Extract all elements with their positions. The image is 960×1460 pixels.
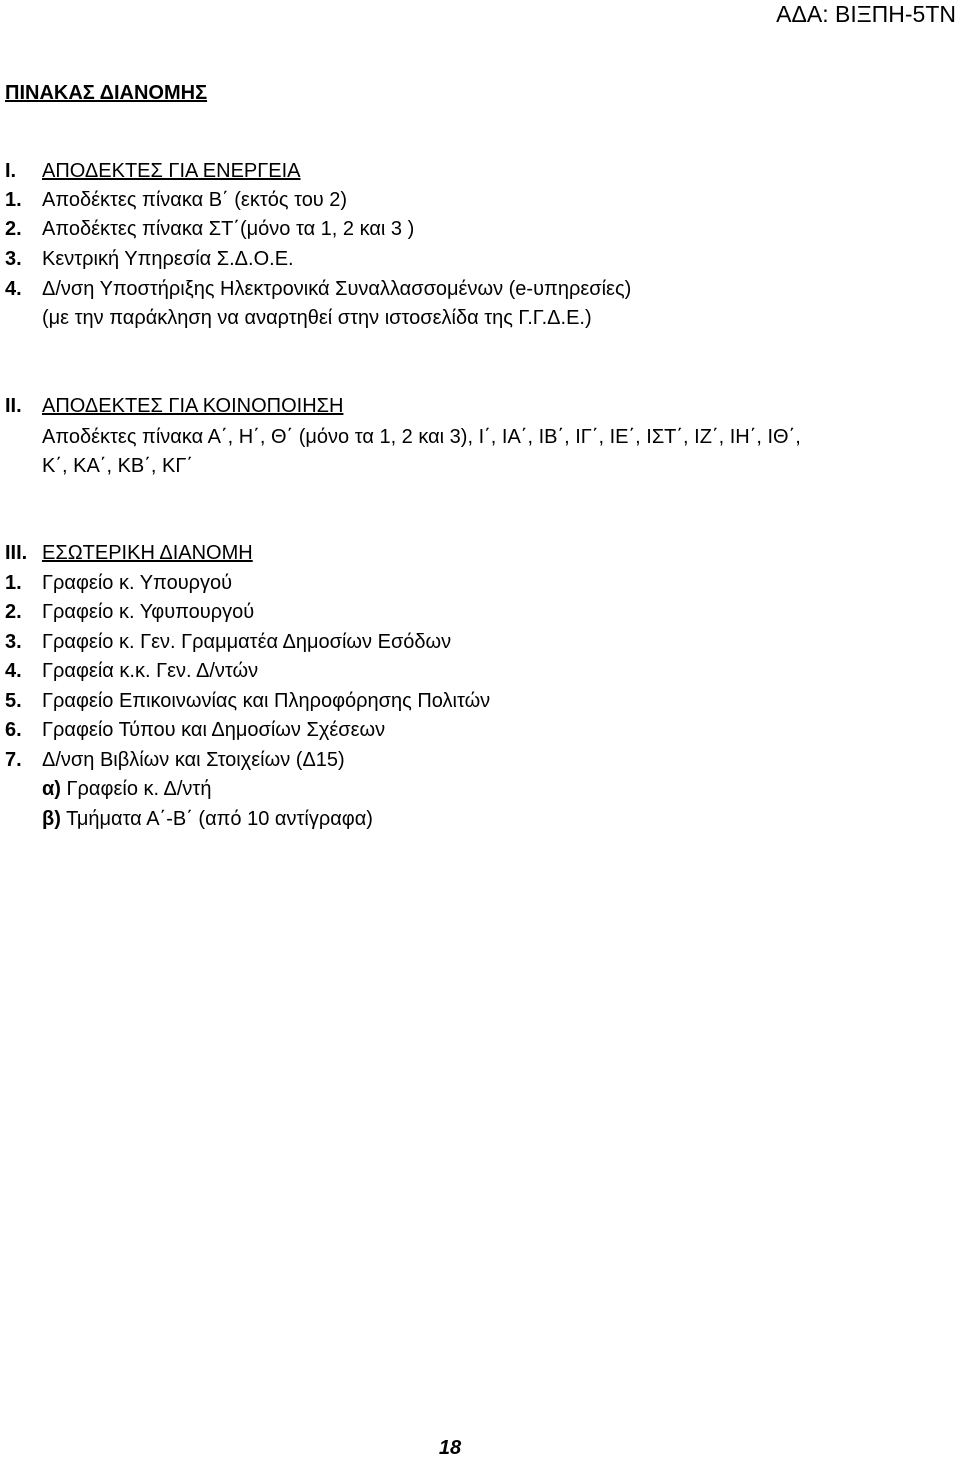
list-item xyxy=(5,570,232,596)
item-text: Αποδέκτες πίνακα Β΄ (εκτός του 2) xyxy=(42,189,348,211)
item-continuation: (με την παράκληση να αναρτηθεί στην ιστοσελίδα της Γ.Γ.Δ.Ε.) xyxy=(42,307,592,329)
section-2-heading xyxy=(5,393,343,419)
list-item xyxy=(5,246,294,272)
section-1-number: Ι. xyxy=(5,160,17,182)
item-text: Γραφείο κ. Υπουργού xyxy=(42,572,233,594)
list-item xyxy=(5,629,451,655)
item-text: Δ/νση Υποστήριξης Ηλεκτρονικά Συναλλασσομένων (e-υπηρεσίες) xyxy=(42,278,632,300)
item-number: 1. xyxy=(5,189,22,211)
item-number: 4. xyxy=(5,278,22,300)
section-1-heading xyxy=(5,158,301,184)
item-number: 3. xyxy=(5,248,22,270)
section-2-number: ΙΙ. xyxy=(5,395,22,417)
list-item xyxy=(5,717,385,743)
item-text: Γραφείο Τύπου και Δημοσίων Σχέσεων xyxy=(42,719,386,741)
page-number: 18 xyxy=(438,1437,462,1459)
section-2-text-line-1: Αποδέκτες πίνακα Α΄, Η΄, Θ΄ (μόνο τα 1, 2 και 3), Ι΄, ΙΑ΄, ΙΒ΄, ΙΓ΄, ΙΕ΄, ΙΣΤ΄, ΙΖ΄, ΙΗ΄, ΙΘ΄, xyxy=(42,426,801,448)
sub-item-label: α) xyxy=(42,778,61,800)
section-3-title: ΕΣΩΤΕΡΙΚΗ ΔΙΑΝΟΜΗ xyxy=(42,542,253,564)
item-text: Γραφείο κ. Γεν. Γραμματέα Δημοσίων Εσόδων xyxy=(42,631,452,653)
item-number: 6. xyxy=(5,719,22,741)
ada-code: ΑΔΑ: ΒΙΞΠΗ-5ΤΝ xyxy=(776,1,956,27)
item-number: 2. xyxy=(5,218,22,240)
sub-item-text: Τμήματα Α΄-Β΄ (από 10 αντίγραφα) xyxy=(66,808,373,830)
sub-item xyxy=(42,776,211,802)
item-text: Δ/νση Βιβλίων και Στοιχείων (Δ15) xyxy=(42,749,345,771)
sub-item-label: β) xyxy=(42,808,61,830)
item-text: Κεντρική Υπηρεσία Σ.Δ.Ο.Ε. xyxy=(42,248,294,270)
section-2-text-line-2: Κ΄, ΚΑ΄, ΚΒ΄, ΚΓ΄ xyxy=(42,455,194,477)
section-3-heading xyxy=(5,540,253,566)
section-3-number: ΙΙΙ. xyxy=(5,542,28,564)
sub-item-text: Γραφείο κ. Δ/ντή xyxy=(66,778,212,800)
item-number: 7. xyxy=(5,749,22,771)
sub-item xyxy=(42,806,373,832)
item-text: Γραφείο Επικοινωνίας και Πληροφόρησης Πολιτών xyxy=(42,690,491,712)
item-text: Γραφείο κ. Υφυπουργού xyxy=(42,601,255,623)
list-item xyxy=(5,187,347,213)
list-item xyxy=(5,216,414,242)
item-number: 4. xyxy=(5,660,22,682)
list-item xyxy=(5,747,345,773)
list-item xyxy=(5,599,254,625)
item-number: 1. xyxy=(5,572,22,594)
item-number: 5. xyxy=(5,690,22,712)
list-item xyxy=(5,658,258,684)
item-number: 3. xyxy=(5,631,22,653)
item-text: Αποδέκτες πίνακα ΣΤ΄(μόνο τα 1, 2 και 3 ) xyxy=(42,218,415,240)
list-item xyxy=(5,276,631,302)
section-2-title: ΑΠΟΔΕΚΤΕΣ ΓΙΑ ΚΟΙΝΟΠΟΙΗΣΗ xyxy=(42,395,344,417)
item-text: Γραφεία κ.κ. Γεν. Δ/ντών xyxy=(42,660,259,682)
item-number: 2. xyxy=(5,601,22,623)
page-title: ΠΙΝΑΚΑΣ ΔΙΑΝΟΜΗΣ xyxy=(5,82,208,104)
list-item xyxy=(5,688,490,714)
section-1-title: ΑΠΟΔΕΚΤΕΣ ΓΙΑ ΕΝΕΡΓΕΙΑ xyxy=(42,160,301,182)
